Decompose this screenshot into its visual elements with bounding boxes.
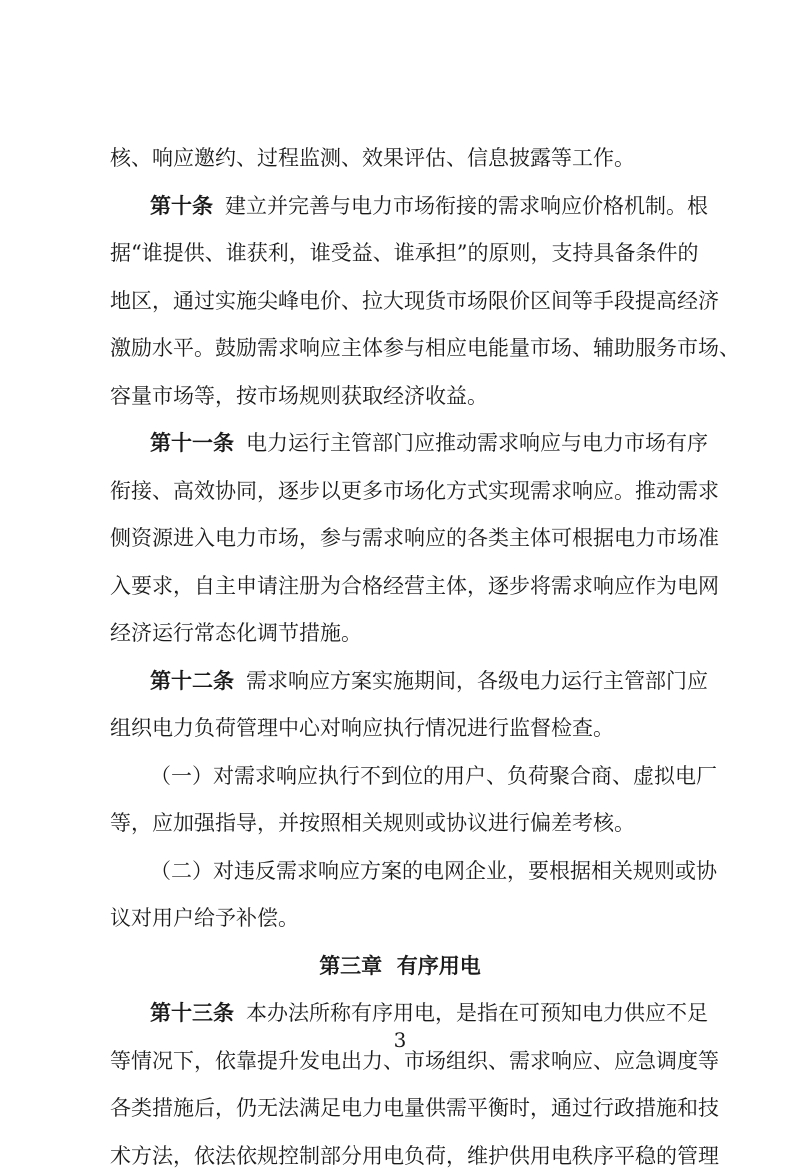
page-number: 3 xyxy=(393,1028,407,1052)
line-text: 本办法所称有序用电，是指在可预知电力供应不足 xyxy=(246,1001,708,1025)
article-line xyxy=(150,661,708,701)
text-line xyxy=(110,328,740,368)
line-text: 术方法，依法依规控制部分用电负荷，维护供用电秩序平稳的管理 xyxy=(110,1143,719,1168)
article-line xyxy=(150,186,708,226)
line-text: 经济运行常态化调节措施。 xyxy=(110,621,362,645)
text-line xyxy=(110,281,719,321)
line-text: 据“谁提供、谁获利，谁受益、谁承担”的原则，支持具备条件的 xyxy=(110,241,699,265)
line-text: 需求响应方案实施期间，各级电力运行主管部门应 xyxy=(246,668,708,693)
text-line xyxy=(110,566,719,606)
article-line xyxy=(150,423,708,463)
text-line xyxy=(110,518,719,558)
article-number: 第十二条 xyxy=(150,668,234,693)
line-text: 建立并完善与电力市场衔接的需求响应价格机制。根 xyxy=(225,193,708,218)
line-text: 等，应加强指导，并按照相关规则或协议进行偏差考核。 xyxy=(110,811,635,835)
article-number: 第十条 xyxy=(150,193,213,218)
line-text: 入要求，自主申请注册为合格经营主体，逐步将需求响应作为电网 xyxy=(110,573,719,598)
line-text: 各类措施后，仍无法满足电力电量供需平衡时，通过行政措施和技 xyxy=(110,1096,719,1120)
chapter-heading: 第三章 有序用电 xyxy=(319,953,481,978)
text-line xyxy=(150,851,717,891)
text-line xyxy=(110,1136,719,1176)
text-line xyxy=(110,138,690,178)
text-line xyxy=(110,1088,719,1128)
line-text: 等情况下，依靠提升发电出力、市场组织、需求响应、应急调度等 xyxy=(110,1048,719,1073)
line-text: 侧资源进入电力市场，参与需求响应的各类主体可根据电力市场准 xyxy=(110,526,719,550)
line-text: 电力运行主管部门应推动需求响应与电力市场有序 xyxy=(246,431,708,455)
line-text: 激励水平。鼓励需求响应主体参与相应电能量市场、辅助服务市场、 xyxy=(110,336,740,360)
line-text: 议对用户给予补偿。 xyxy=(110,906,299,930)
text-line xyxy=(150,756,717,796)
line-text: （一）对需求响应执行不到位的用户、负荷聚合商、虚拟电厂 xyxy=(150,763,717,788)
line-text: 核、响应邀约、过程监测、效果评估、信息披露等工作。 xyxy=(110,146,635,170)
line-text: 地区，通过实施尖峰电价、拉大现货市场限价区间等手段提高经济 xyxy=(110,288,719,313)
text-line xyxy=(110,613,690,653)
line-text: （二）对违反需求响应方案的电网企业，要根据相关规则或协 xyxy=(150,858,717,883)
text-line xyxy=(110,376,690,416)
article-number: 第十一条 xyxy=(150,431,234,455)
line-text: 衔接、高效协同，逐步以更多市场化方式实现需求响应。推动需求 xyxy=(110,478,719,503)
line-text: 组织电力负荷管理中心对响应执行情况进行监督检查。 xyxy=(110,716,614,740)
text-line xyxy=(110,898,690,938)
text-line xyxy=(110,471,719,511)
text-line xyxy=(110,708,690,748)
article-number: 第十三条 xyxy=(150,1001,234,1025)
text-line xyxy=(110,233,699,273)
text-line xyxy=(110,803,690,843)
line-text: 容量市场等，按市场规则获取经济收益。 xyxy=(110,383,488,408)
